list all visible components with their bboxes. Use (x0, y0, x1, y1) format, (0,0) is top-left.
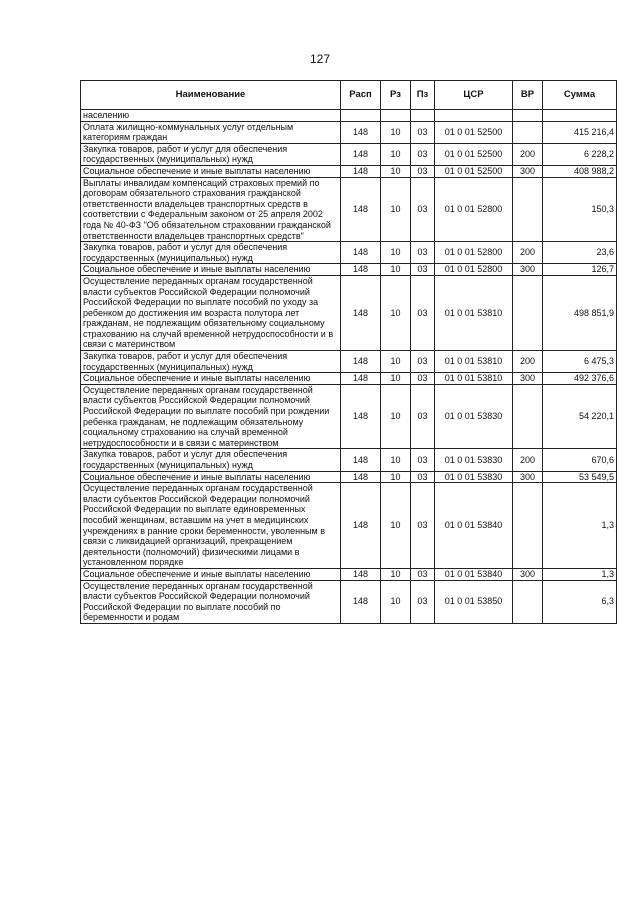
table-row (81, 110, 617, 122)
cell-sum: 6 475,3 (543, 351, 617, 373)
cell-sum: 670,6 (543, 449, 617, 471)
cell-sum: 6,3 (543, 580, 617, 623)
cell-rz: 10 (381, 384, 411, 449)
cell-sum: 150,3 (543, 177, 617, 242)
cell-pz: 03 (411, 384, 435, 449)
table-body (81, 110, 617, 624)
cell-rz: 10 (381, 373, 411, 385)
cell-rasp: 148 (341, 384, 381, 449)
cell-csr: 01 0 01 53810 (435, 275, 513, 350)
table-header-row (81, 81, 617, 110)
cell-vr (513, 483, 543, 569)
cell-rasp: 148 (341, 143, 381, 165)
cell-name: Осуществление переданных органам государственной власти субъектов Российской Федерации полномочий Российской Федерации по выплате пособий при рождении ребенка гражданам, не подлежащим обязательному социальному страхованию на случай временной нетрудоспособности и в связи с материнством (81, 384, 341, 449)
cell-pz: 03 (411, 471, 435, 483)
cell-name: населению (81, 110, 341, 122)
cell-rasp: 148 (341, 580, 381, 623)
cell-name: Осуществление переданных органам государственной власти субъектов Российской Федерации полномочий Российской Федерации по выплате единовременных пособий женщинам, вставшим на учет в медицинских учреждениях в ранние сроки беременности, уволенным в связи с ликвидацией организаций, прекращением деятельности (полномочий) физическими лицами в установленном порядке (81, 483, 341, 569)
header-rasp: Расп (341, 81, 381, 110)
cell-vr (513, 110, 543, 122)
cell-csr: 01 0 01 53810 (435, 351, 513, 373)
cell-csr: 01 0 01 53840 (435, 483, 513, 569)
table-row (81, 143, 617, 165)
cell-name: Закупка товаров, работ и услуг для обеспечения государственных (муниципальных) нужд (81, 449, 341, 471)
cell-name: Социальное обеспечение и иные выплаты населению (81, 264, 341, 276)
table-row (81, 483, 617, 569)
table-row (81, 384, 617, 449)
cell-csr: 01 0 01 53810 (435, 373, 513, 385)
cell-name: Социальное обеспечение и иные выплаты населению (81, 373, 341, 385)
cell-pz: 03 (411, 242, 435, 264)
cell-vr: 300 (513, 568, 543, 580)
cell-csr (435, 110, 513, 122)
table-row (81, 568, 617, 580)
cell-rasp: 148 (341, 483, 381, 569)
cell-csr: 01 0 01 53830 (435, 471, 513, 483)
cell-csr: 01 0 01 53830 (435, 449, 513, 471)
cell-vr (513, 580, 543, 623)
cell-pz: 03 (411, 568, 435, 580)
cell-rasp: 148 (341, 275, 381, 350)
cell-sum: 498 851,9 (543, 275, 617, 350)
cell-name: Закупка товаров, работ и услуг для обеспечения государственных (муниципальных) нужд (81, 242, 341, 264)
cell-name: Осуществление переданных органам государственной власти субъектов Российской Федерации полномочий Российской Федерации по выплате пособий по уходу за ребенком до достижения им возраста полутора лет гражданам, не подлежащим обязательному социальному страхованию на случай временной нетрудоспособности и в связи с материнством (81, 275, 341, 350)
cell-rz: 10 (381, 242, 411, 264)
cell-sum: 23,6 (543, 242, 617, 264)
cell-csr: 01 0 01 53830 (435, 384, 513, 449)
cell-pz: 03 (411, 165, 435, 177)
header-name: Наименование (81, 81, 341, 110)
cell-sum: 54 220,1 (543, 384, 617, 449)
cell-name: Социальное обеспечение и иные выплаты населению (81, 165, 341, 177)
table-row (81, 177, 617, 242)
cell-vr: 200 (513, 143, 543, 165)
cell-vr: 300 (513, 373, 543, 385)
cell-pz (411, 110, 435, 122)
cell-rasp: 148 (341, 471, 381, 483)
cell-rasp: 148 (341, 373, 381, 385)
cell-vr: 200 (513, 242, 543, 264)
cell-sum: 408 988,2 (543, 165, 617, 177)
cell-name: Социальное обеспечение и иные выплаты населению (81, 568, 341, 580)
cell-csr: 01 0 01 52500 (435, 165, 513, 177)
cell-pz: 03 (411, 580, 435, 623)
cell-csr: 01 0 01 52500 (435, 143, 513, 165)
header-csr: ЦСР (435, 81, 513, 110)
cell-vr: 300 (513, 471, 543, 483)
cell-rz: 10 (381, 264, 411, 276)
cell-rz: 10 (381, 449, 411, 471)
cell-vr (513, 177, 543, 242)
cell-rasp: 148 (341, 351, 381, 373)
table-row (81, 264, 617, 276)
cell-rasp: 148 (341, 568, 381, 580)
cell-name: Оплата жилищно-коммунальных услуг отдельным категориям граждан (81, 121, 341, 143)
cell-rasp: 148 (341, 242, 381, 264)
cell-name: Осуществление переданных органам государственной власти субъектов Российской Федерации полномочий Российской Федерации по выплате пособий по беременности и родам (81, 580, 341, 623)
cell-pz: 03 (411, 275, 435, 350)
cell-vr (513, 384, 543, 449)
budget-table (80, 80, 617, 624)
cell-sum: 1,3 (543, 483, 617, 569)
cell-rz: 10 (381, 483, 411, 569)
cell-csr: 01 0 01 52800 (435, 242, 513, 264)
page-number: 127 (309, 52, 331, 66)
cell-rz: 10 (381, 580, 411, 623)
table-row (81, 449, 617, 471)
cell-rasp: 148 (341, 177, 381, 242)
cell-pz: 03 (411, 483, 435, 569)
cell-rz: 10 (381, 121, 411, 143)
table-row (81, 373, 617, 385)
cell-csr: 01 0 01 52800 (435, 177, 513, 242)
cell-sum: 1,3 (543, 568, 617, 580)
cell-csr: 01 0 01 53850 (435, 580, 513, 623)
header-sum: Сумма (543, 81, 617, 110)
cell-name: Закупка товаров, работ и услуг для обеспечения государственных (муниципальных) нужд (81, 351, 341, 373)
cell-vr (513, 121, 543, 143)
cell-csr: 01 0 01 52500 (435, 121, 513, 143)
header-pz: Пз (411, 81, 435, 110)
cell-rasp: 148 (341, 121, 381, 143)
table-row (81, 165, 617, 177)
cell-pz: 03 (411, 121, 435, 143)
header-vr: ВР (513, 81, 543, 110)
cell-rz: 10 (381, 177, 411, 242)
cell-name: Социальное обеспечение и иные выплаты населению (81, 471, 341, 483)
table-row (81, 471, 617, 483)
table-row (81, 275, 617, 350)
cell-pz: 03 (411, 351, 435, 373)
header-rz: Рз (381, 81, 411, 110)
cell-rasp: 148 (341, 165, 381, 177)
cell-rz: 10 (381, 471, 411, 483)
table-row (81, 121, 617, 143)
cell-rz: 10 (381, 568, 411, 580)
cell-rz: 10 (381, 143, 411, 165)
cell-sum: 126,7 (543, 264, 617, 276)
cell-sum: 53 549,5 (543, 471, 617, 483)
cell-rz (381, 110, 411, 122)
cell-rz: 10 (381, 351, 411, 373)
table-row (81, 242, 617, 264)
cell-sum: 6 228,2 (543, 143, 617, 165)
cell-rz: 10 (381, 165, 411, 177)
cell-name: Выплаты инвалидам компенсаций страховых премий по договорам обязательного страхования гражданской ответственности владельцев транспортных средств в соответствии с Федеральным законом от 25 апреля 2002 года № 40-ФЗ "Об обязательном страховании гражданской ответственности владельцев транспортных средств" (81, 177, 341, 242)
cell-name: Закупка товаров, работ и услуг для обеспечения государственных (муниципальных) нужд (81, 143, 341, 165)
cell-csr: 01 0 01 52800 (435, 264, 513, 276)
table-row (81, 351, 617, 373)
cell-sum: 415 216,4 (543, 121, 617, 143)
cell-pz: 03 (411, 373, 435, 385)
table-row (81, 580, 617, 623)
cell-pz: 03 (411, 264, 435, 276)
cell-pz: 03 (411, 143, 435, 165)
cell-vr: 200 (513, 351, 543, 373)
cell-csr: 01 0 01 53840 (435, 568, 513, 580)
cell-rz: 10 (381, 275, 411, 350)
cell-sum: 492 376,6 (543, 373, 617, 385)
cell-rasp: 148 (341, 449, 381, 471)
cell-rasp (341, 110, 381, 122)
cell-rasp: 148 (341, 264, 381, 276)
cell-vr: 300 (513, 165, 543, 177)
cell-vr (513, 275, 543, 350)
cell-sum (543, 110, 617, 122)
cell-vr: 200 (513, 449, 543, 471)
cell-vr: 300 (513, 264, 543, 276)
cell-pz: 03 (411, 177, 435, 242)
cell-pz: 03 (411, 449, 435, 471)
